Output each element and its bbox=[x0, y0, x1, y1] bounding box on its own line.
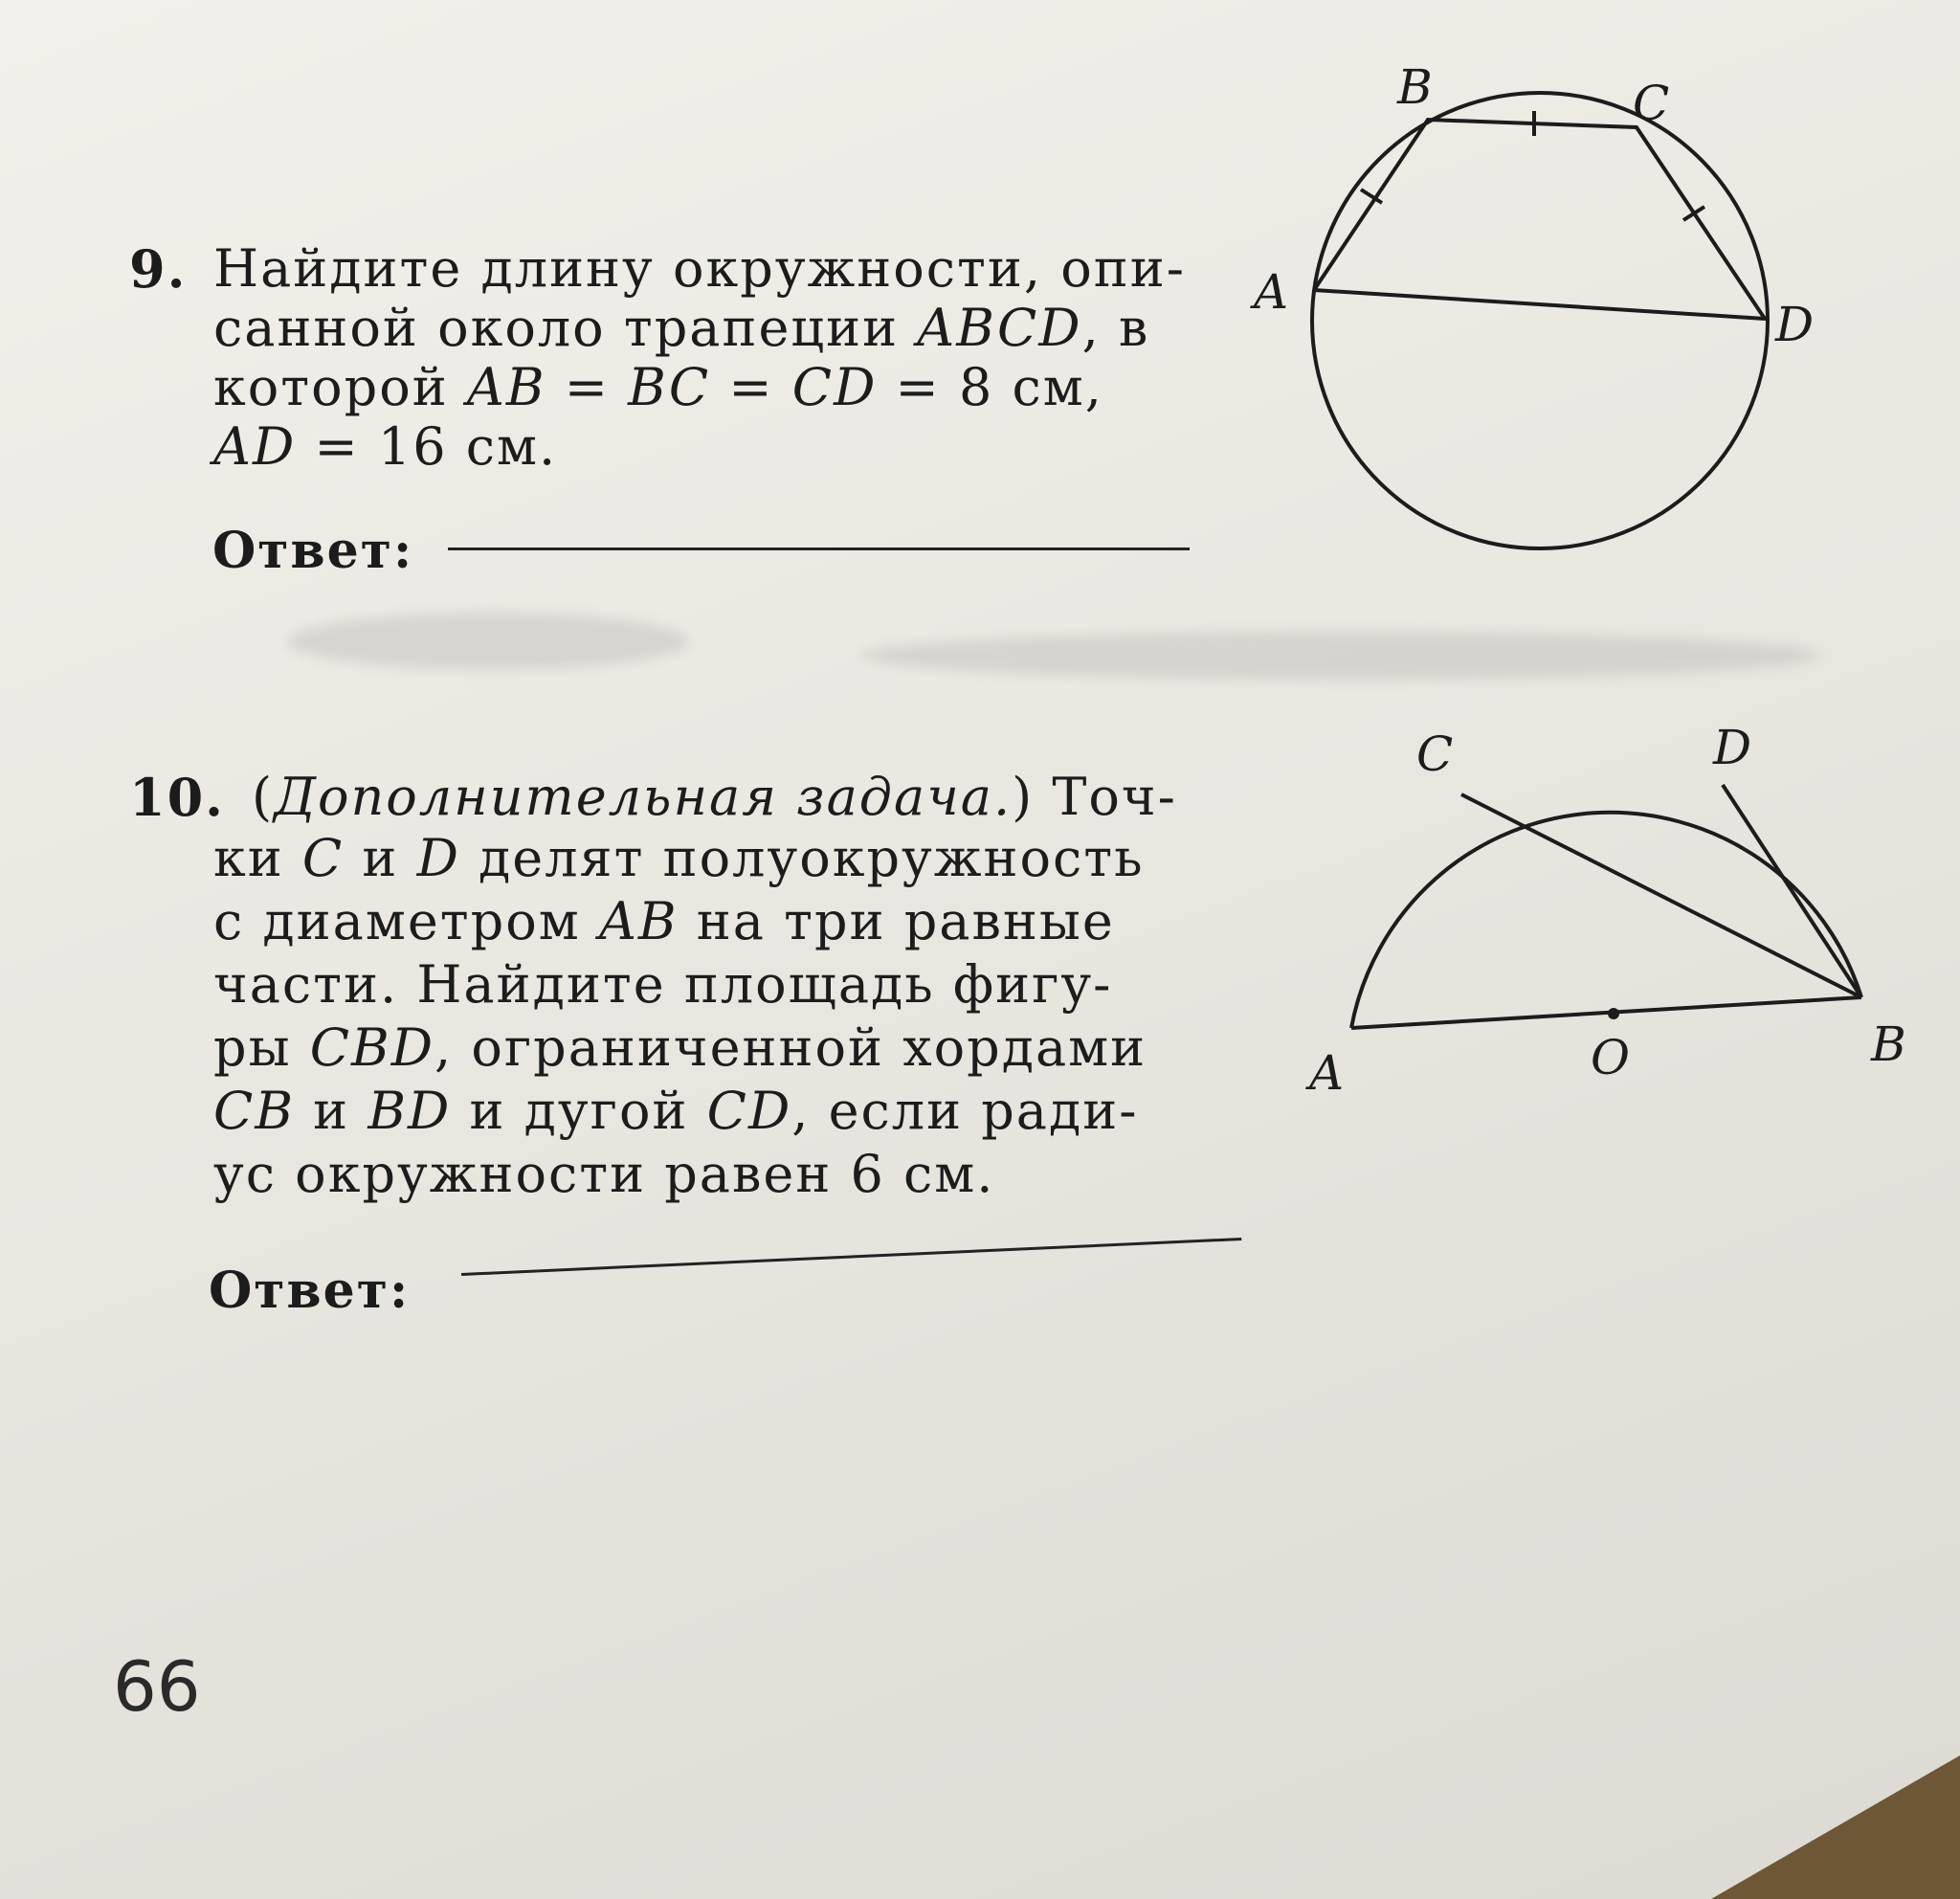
text-segment: , ограниченной хордами bbox=[434, 1017, 1147, 1078]
text-segment: санной около трапеции bbox=[213, 298, 918, 358]
text-segment: делят полуокружность bbox=[459, 828, 1145, 888]
label-b: B bbox=[1397, 59, 1433, 115]
math-term: AB bbox=[466, 357, 546, 417]
text-segment: = 16 см. bbox=[296, 416, 558, 477]
label-a: A bbox=[1254, 264, 1289, 320]
task-number: 9. bbox=[129, 238, 188, 300]
label-o: O bbox=[1591, 1030, 1630, 1085]
math-term: BD bbox=[368, 1081, 452, 1141]
text-segment: ) Точ- bbox=[1012, 767, 1177, 827]
page-number: 66 bbox=[113, 1646, 201, 1727]
task-number: 10. bbox=[129, 767, 225, 828]
math-term: BC bbox=[628, 357, 711, 417]
math-term: Дополнительная задача. bbox=[274, 767, 1013, 827]
task-text-line bbox=[213, 1017, 1147, 1080]
text-segment: и bbox=[295, 1081, 368, 1141]
table-surface bbox=[1711, 1755, 1960, 1899]
math-term: AB bbox=[598, 891, 679, 951]
text-segment: ус окружности равен 6 см. bbox=[213, 1144, 995, 1204]
label-a: A bbox=[1309, 1045, 1345, 1101]
task-text-line bbox=[213, 890, 1115, 953]
task-text-line bbox=[213, 356, 1103, 419]
text-segment: ры bbox=[213, 1017, 310, 1078]
math-term: AD bbox=[213, 416, 297, 477]
text-segment: ( bbox=[252, 767, 275, 827]
label-d: D bbox=[1775, 297, 1815, 352]
task-9-answer-field[interactable] bbox=[448, 547, 1190, 550]
label-c: C bbox=[1633, 76, 1670, 131]
text-segment: , если ради- bbox=[791, 1081, 1139, 1141]
task-text-line bbox=[213, 953, 1112, 1017]
label-b: B bbox=[1871, 1017, 1906, 1072]
task-text-line bbox=[213, 1143, 994, 1206]
text-segment: и bbox=[344, 828, 417, 888]
text-segment: и дугой bbox=[451, 1081, 707, 1141]
text-segment: , в bbox=[1081, 298, 1150, 358]
label-c: C bbox=[1416, 726, 1454, 782]
math-term: CD bbox=[706, 1081, 792, 1141]
task-text-line bbox=[252, 766, 1177, 829]
task-10-answer-label: Ответ: bbox=[209, 1262, 411, 1320]
bleed-through-smudge bbox=[287, 613, 689, 670]
task-10 bbox=[129, 766, 1249, 1206]
math-term: D bbox=[416, 828, 460, 888]
math-term: CBD bbox=[309, 1017, 435, 1078]
text-segment: = bbox=[546, 357, 629, 417]
task-text-line bbox=[213, 415, 557, 479]
math-term: CB bbox=[213, 1081, 295, 1141]
math-term: ABCD bbox=[917, 298, 1082, 358]
math-term: CD bbox=[791, 357, 878, 417]
text-segment: Найдите длину окружности, опи- bbox=[213, 238, 1186, 299]
task-9-answer-label: Ответ: bbox=[212, 522, 414, 580]
bleed-through-smudge bbox=[861, 632, 1818, 680]
task-text-line bbox=[213, 237, 1186, 301]
text-segment: = 8 см, bbox=[877, 357, 1103, 417]
text-segment: части. Найдите площадь фигу- bbox=[213, 954, 1113, 1015]
task-text-line bbox=[213, 827, 1145, 890]
text-segment: с диаметром bbox=[213, 891, 599, 951]
task-text-line bbox=[213, 1080, 1139, 1143]
task-text-line bbox=[213, 297, 1149, 360]
text-segment: = bbox=[710, 357, 792, 417]
text-segment: на три равные bbox=[678, 891, 1115, 951]
task-9 bbox=[129, 237, 1230, 486]
text-segment: ки bbox=[213, 828, 302, 888]
text-segment: которой bbox=[213, 357, 467, 417]
math-term: C bbox=[301, 828, 345, 888]
label-d: D bbox=[1713, 720, 1752, 775]
